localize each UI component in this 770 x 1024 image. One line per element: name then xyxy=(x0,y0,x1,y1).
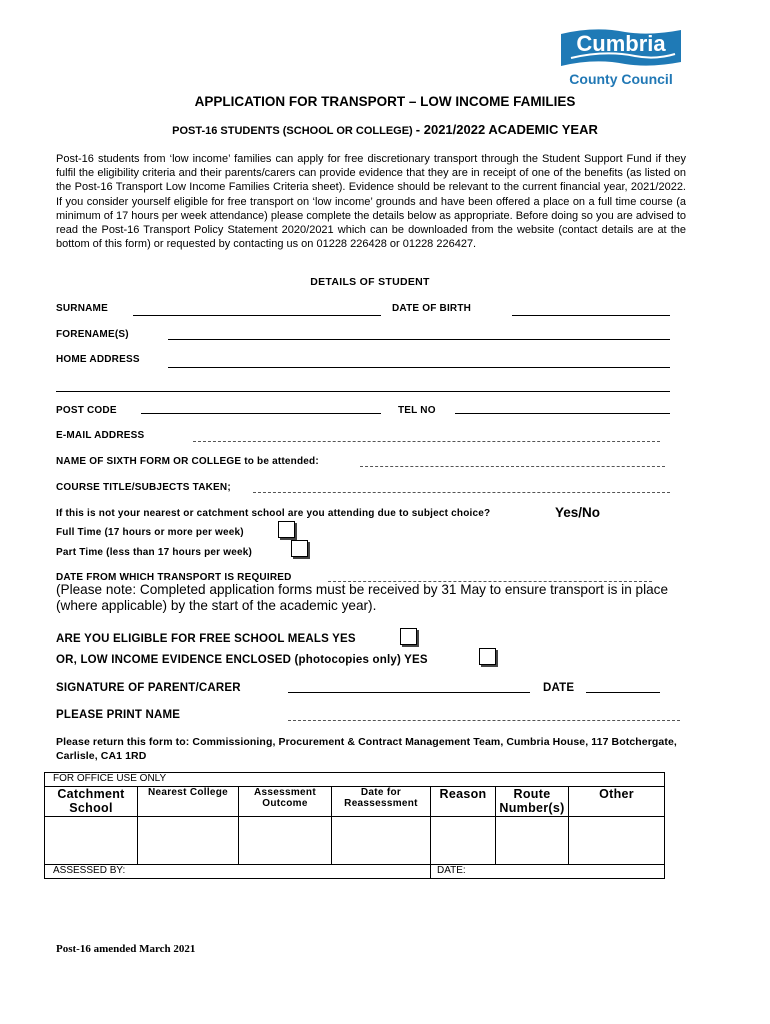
free-meals-checkbox[interactable] xyxy=(400,628,417,645)
post-code-label: POST CODE xyxy=(56,405,117,416)
office-use-table xyxy=(44,772,665,879)
full-time-checkbox[interactable] xyxy=(278,521,295,538)
print-name-field[interactable] xyxy=(288,720,680,721)
office-use-title: FOR OFFICE USE ONLY xyxy=(45,773,665,787)
signature-field[interactable] xyxy=(288,692,530,693)
col-date-reassessment: Date for Reassessment xyxy=(332,787,431,817)
col-other: Other xyxy=(569,787,665,817)
cell-catchment-school[interactable] xyxy=(45,817,138,865)
forenames-field[interactable] xyxy=(168,339,670,340)
cell-nearest-college[interactable] xyxy=(138,817,239,865)
date-required-label: DATE FROM WHICH TRANSPORT IS REQUIRED xyxy=(56,572,292,583)
low-income-label: OR, LOW INCOME EVIDENCE ENCLOSED (photocopies only) YES xyxy=(56,654,428,666)
course-label: COURSE TITLE/SUBJECTS TAKEN; xyxy=(56,482,231,493)
cumbria-county-council-logo xyxy=(555,28,685,90)
tel-no-label: TEL NO xyxy=(398,405,436,416)
dob-field[interactable] xyxy=(512,315,670,316)
signature-date-label: DATE xyxy=(543,682,575,694)
full-time-label: Full Time (17 hours or more per week) xyxy=(56,527,244,538)
email-label: E-MAIL ADDRESS xyxy=(56,430,145,441)
college-label: NAME OF SIXTH FORM OR COLLEGE to be attended: xyxy=(56,456,319,467)
cell-route-numbers[interactable] xyxy=(496,817,569,865)
logo-council: County Council xyxy=(569,71,673,87)
part-time-checkbox[interactable] xyxy=(291,540,308,557)
surname-field[interactable] xyxy=(133,315,381,316)
office-date-field[interactable] xyxy=(431,865,665,879)
dob-label: DATE OF BIRTH xyxy=(392,303,472,314)
intro-paragraph: Post-16 students from ‘low income’ families can apply for free discretionary transport through the Student Support Fund if they fulfil the eligibility criteria and their parents/carers can provide evidence that they are in receipt of one of the benefits (as listed on the Post-16 Transport Low Income Families Criteria sheet). Evidence should be relevant to the current financial year, 2021/2022. If you consider yourself eligible for free transport on ‘low income’ grounds and have been offered a place on a full time course (a minimum of 17 hours per week attendance) please complete the details below as appropriate. Before doing so you are advised to read the Post-16 Transport Policy Statement 2020/2021 which can be downloaded from the website (contact details are at the bottom of this form) or requested by contacting us on 01228 226428 or 01228 226427. xyxy=(56,153,686,251)
yes-no-option[interactable]: Yes/No xyxy=(555,505,601,520)
col-route-numbers: Route Number(s) xyxy=(496,787,569,817)
forenames-label: FORENAME(S) xyxy=(56,329,129,340)
nearest-school-question: If this is not your nearest or catchment school are you attending due to subject choice? xyxy=(56,508,491,519)
deadline-note: (Please note: Completed application forms must be received by 31 May to ensure transport is in place (where applicable) by the start of the academic year). xyxy=(56,582,669,613)
page-subtitle xyxy=(0,122,770,137)
assessed-by-label: ASSESSED BY: xyxy=(53,865,126,876)
email-field[interactable] xyxy=(193,441,660,442)
cell-date-reassessment[interactable] xyxy=(332,817,431,865)
course-field[interactable] xyxy=(253,492,670,493)
low-income-checkbox[interactable] xyxy=(479,648,496,665)
cell-reason[interactable] xyxy=(431,817,496,865)
subtitle-left: POST-16 STUDENTS (SCHOOL OR COLLEGE) xyxy=(172,125,413,137)
post-code-field[interactable] xyxy=(141,413,381,414)
col-reason: Reason xyxy=(431,787,496,817)
home-address-field-2[interactable] xyxy=(56,391,670,392)
logo-name: Cumbria xyxy=(576,31,666,56)
home-address-label: HOME ADDRESS xyxy=(56,354,140,365)
page-title: APPLICATION FOR TRANSPORT – LOW INCOME FAMILIES xyxy=(194,94,576,109)
footer-note: Post-16 amended March 2021 xyxy=(56,943,196,955)
office-date-label: DATE: xyxy=(437,865,466,876)
free-meals-label: ARE YOU ELIGIBLE FOR FREE SCHOOL MEALS YES xyxy=(56,633,356,645)
college-field[interactable] xyxy=(360,466,665,467)
signature-date-field[interactable] xyxy=(586,692,660,693)
surname-label: SURNAME xyxy=(56,303,108,314)
print-name-label: PLEASE PRINT NAME xyxy=(56,709,181,721)
col-catchment-school: Catchment School xyxy=(45,787,138,817)
subtitle-right: - 2021/2022 ACADEMIC YEAR xyxy=(415,122,598,137)
tel-no-field[interactable] xyxy=(455,413,670,414)
cell-assessment-outcome[interactable] xyxy=(239,817,332,865)
assessed-by-field[interactable] xyxy=(45,865,431,879)
col-assessment-outcome: Assessment Outcome xyxy=(239,787,332,817)
signature-label: SIGNATURE OF PARENT/CARER xyxy=(56,682,241,694)
return-address: Please return this form to: Commissioning, Procurement & Contract Management Team, Cumbria House, 117 Botchergate, Carlisle, CA1 1RD xyxy=(56,736,677,762)
part-time-label: Part Time (less than 17 hours per week) xyxy=(56,547,253,558)
home-address-field-1[interactable] xyxy=(168,367,670,368)
cell-other[interactable] xyxy=(569,817,665,865)
col-nearest-college: Nearest College xyxy=(138,787,239,817)
section-title-student: DETAILS OF STUDENT xyxy=(310,276,430,288)
